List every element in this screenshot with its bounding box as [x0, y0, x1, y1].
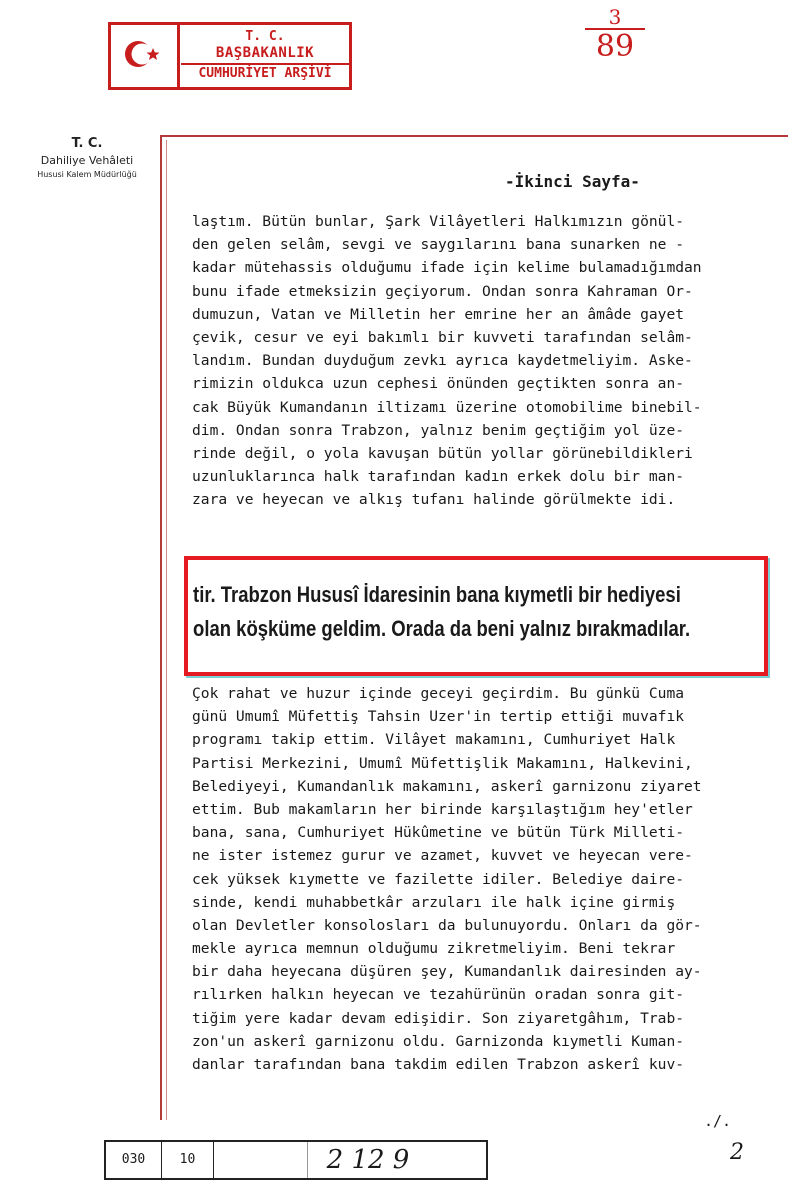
file-number-part-a: 030: [106, 1142, 162, 1178]
handwritten-page-number: [585, 6, 645, 64]
corner-handwritten-mark: 2: [730, 1140, 744, 1165]
letterhead-ministry: Dahiliye Vehâleti: [40, 154, 134, 167]
page-frame-left-inner: [166, 140, 167, 1120]
text-line: landım. Bundan duyduğum zevkı ayrıca kaydetmeliyim. Aske-: [192, 352, 693, 370]
text-line: sinde, kendi muhabbetkâr arzuları ile halk içine girmiş: [192, 893, 676, 911]
file-number-part-c: 2 12 9: [326, 1145, 410, 1175]
crescent-star-icon: [111, 25, 180, 87]
text-line: uzunluklarınca halk tarafından kadın erkek dolu bir man-: [192, 468, 685, 486]
text-line: günü Umumî Müfettiş Tahsin Uzer'in tertip ettiği muvafık: [192, 708, 685, 726]
stamp-line-3: CUMHURİYET ARŞİVİ: [181, 63, 349, 82]
text-line: danlar tarafından bana takdim edilen Trabzon askerî kuv-: [192, 1056, 685, 1073]
stamp-line-2: BAŞBAKANLIK: [215, 45, 315, 61]
page-frame-left: [160, 135, 162, 1120]
text-line: kadar mütehassis olduğumu ifade için kelime bulamadığımdan: [192, 259, 702, 277]
text-line: ettim. Bub makamların her birinde karşılaştığım hey'etler: [192, 800, 693, 818]
text-line: olan Devletler konsolosları da bulunuyordu. Onları da gör-: [192, 916, 702, 934]
highlight-line: tir. Trabzon Hususî İdaresinin bana kıymetli bir hediyesi: [193, 582, 681, 607]
letterhead-state: T. C.: [71, 136, 103, 151]
text-line: laştım. Bütün bunlar, Şark Vilâyetleri Halkımızın gönül-: [192, 213, 685, 230]
archive-stamp: [108, 22, 352, 90]
page-heading: -İkinci Sayfa-: [505, 172, 640, 191]
text-line: Belediyeyi, Kumandanlık makamını, askerî garnizonu ziyaret: [192, 777, 702, 795]
page-number-top: 3: [608, 5, 622, 29]
page-number-bottom: 89: [585, 28, 645, 64]
text-line: dumuzun, Vatan ve Milletin her emrine her an âmâde gayet: [192, 305, 685, 323]
text-line: çevik, cesur ve eyi bakımlı bir kuvveti tarafından selâm-: [192, 328, 693, 346]
text-line: cak Büyük Kumandanın iltizamı üzerine otomobilime binebil-: [192, 398, 702, 416]
highlight-line: olan köşküme geldim. Orada da beni yalnız bırakmadılar.: [193, 616, 691, 641]
stamp-text: [181, 29, 349, 82]
file-number-box: [104, 1140, 488, 1180]
text-line: cek yüksek kıymette ve fazilette idiler. Belediye daire-: [192, 870, 685, 888]
text-line: mekle ayrıca memnun olduğumu zikretmeliyim. Beni tekrar: [192, 940, 676, 958]
body-text-upper: [192, 210, 786, 511]
text-line: dim. Ondan sonra Trabzon, yalnız benim geçtiğim yol üze-: [192, 421, 685, 439]
text-line: tiğim yere kadar devam edişidir. Son ziyaretgâhım, Trab-: [192, 1009, 685, 1027]
text-line: ne ister istemez gurur ve azamet, kuvvet ve heyecan vere-: [192, 847, 693, 865]
letterhead-office: Hususi Kalem Müdürlüğü: [37, 170, 137, 179]
file-number-blank: [214, 1142, 308, 1178]
text-line: zara ve heyecan ve alkış tufanı halinde görülmekte idi.: [192, 491, 676, 509]
text-line: bana, sana, Cumhuriyet Hükûmetine ve bütün Türk Milleti-: [192, 824, 685, 842]
text-line: rimizin oldukca uzun cephesi önünden geçtikten sonra an-: [192, 375, 685, 393]
text-line: rılırken halkın heyecan ve tezahürünün oradan sonra git-: [192, 986, 685, 1004]
page-frame-top: [160, 135, 788, 137]
highlighted-passage: [184, 556, 768, 676]
body-text-lower: [192, 682, 786, 1076]
text-line: zon'un askerî garnizonu oldu. Garnizonda kıymetli Kuman-: [192, 1032, 685, 1050]
continuation-mark: ./.: [704, 1112, 732, 1130]
text-line: Partisi Merkezini, Umumî Müfettişlik Makamını, Halkevini,: [192, 754, 693, 772]
text-line: Çok rahat ve huzur içinde geceyi geçirdim. Bu günkü Cuma: [192, 685, 685, 702]
text-line: bir daha heyecana düşüren şey, Kumandanlık dairesinden ay-: [192, 963, 702, 981]
text-line: rinde değil, o yola kavuşan bütün yollar görünebildikleri: [192, 444, 693, 462]
text-line: bunu ifade etmeksizin geçiyorum. Ondan sonra Kahraman Or-: [192, 282, 693, 300]
file-number-part-b: 10: [162, 1142, 214, 1178]
stamp-line-1: T. C.: [245, 29, 285, 44]
text-line: programı takip ettim. Vilâyet makamını, Cumhuriyet Halk: [192, 731, 676, 749]
text-line: den gelen selâm, sevgi ve saygılarını bana sunarken ne -: [192, 236, 685, 254]
letterhead: [22, 136, 152, 179]
